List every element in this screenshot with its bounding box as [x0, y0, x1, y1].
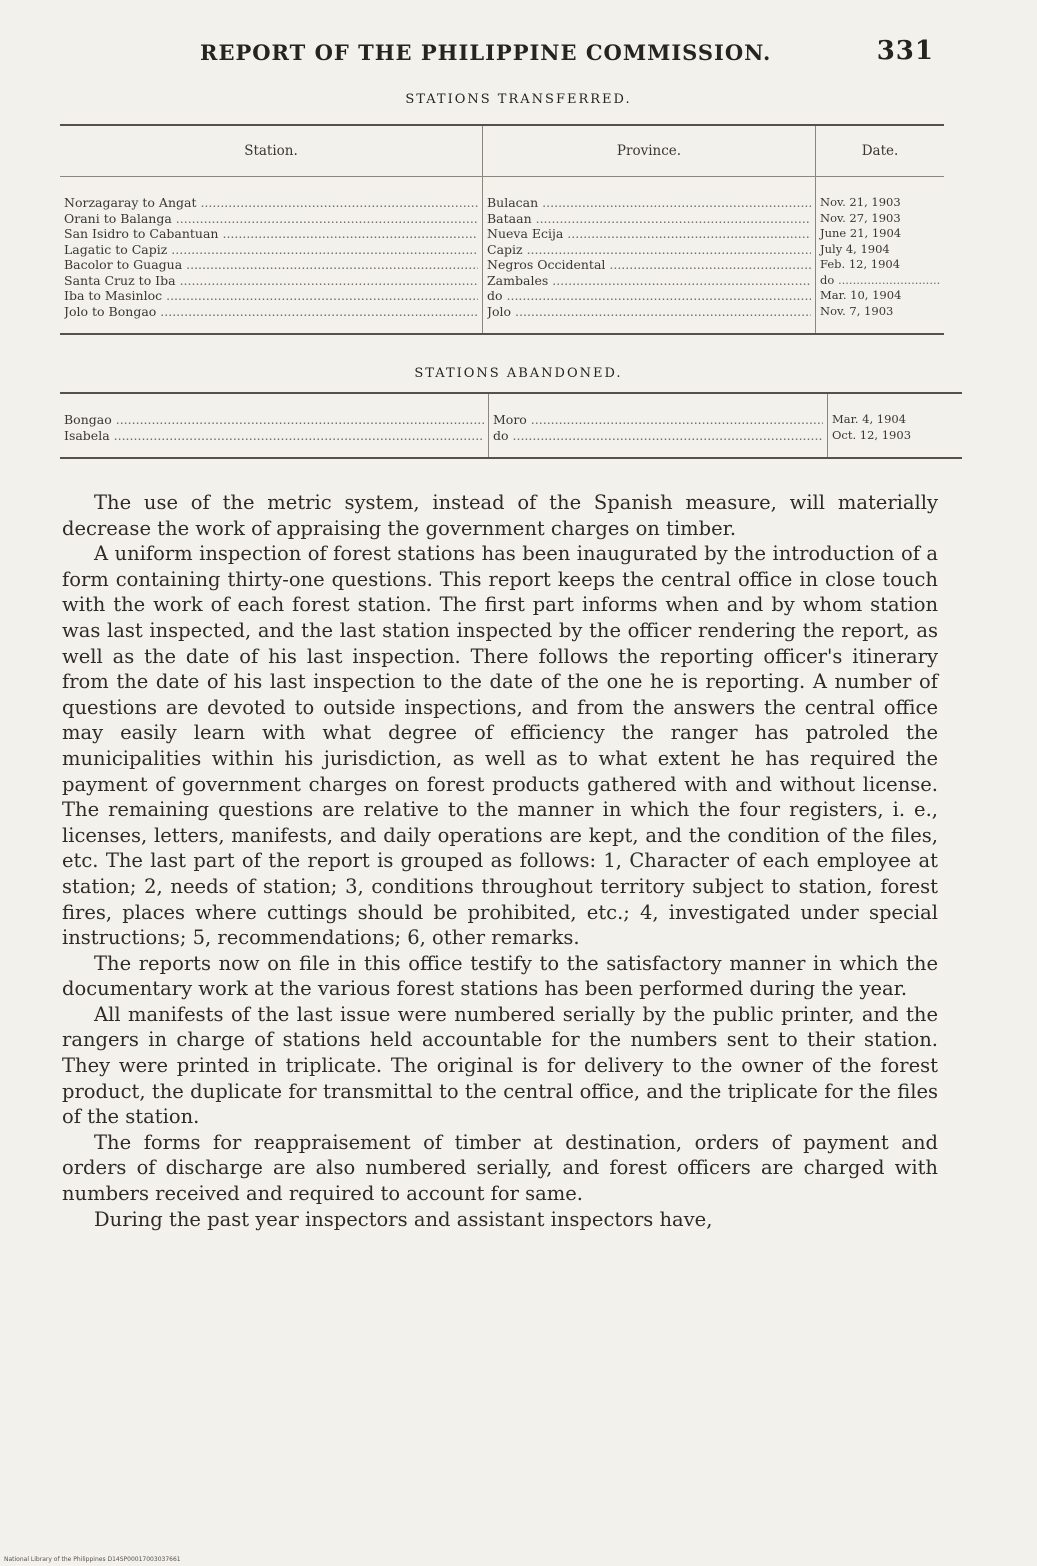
- date-cell: Mar. 4, 1904: [828, 393, 963, 428]
- station-cell: Bongao .....: [64, 412, 484, 428]
- table-row: [60, 273, 944, 289]
- station-cell: Norzagaray to Angat .....: [64, 195, 478, 211]
- page-number: 331: [876, 36, 934, 66]
- station-cell: Bacolor to Guagua .....: [64, 257, 478, 273]
- table-header-row: [60, 125, 944, 177]
- table-row: [60, 226, 944, 242]
- date-cell: Feb. 12, 1904: [816, 257, 945, 273]
- table-row: [60, 211, 944, 227]
- transferred-caption: STATIONS TRANSFERRED.: [405, 92, 632, 107]
- abandoned-caption: STATIONS ABANDONED.: [414, 366, 623, 381]
- date-column-header: Date.: [816, 125, 945, 177]
- station-cell: Isabela .....: [64, 428, 484, 444]
- table-row: [60, 393, 962, 428]
- station-cell: San Isidro to Cabantuan .....: [64, 226, 478, 242]
- date-cell: Nov. 21, 1903: [816, 177, 945, 211]
- table-row: [60, 288, 944, 304]
- body-text: [62, 490, 938, 1232]
- stations-abandoned-table: [60, 392, 962, 459]
- report-title: REPORT OF THE PHILIPPINE COMMISSION.: [200, 40, 772, 65]
- province-cell: do .....: [493, 428, 823, 444]
- paragraph: A uniform inspection of forest stations has been inaugurated by the introduction of a form containing thirty-one questions. This report keeps the central office in close touch with the work of each forest station. The first part informs when and by whom station was last inspected, and the last station inspected by the officer rendering the report, as well as the date of his last inspection. There follows the reporting officer's itinerary from the date of his last inspection to the date of the one he is reporting. A number of questions are devoted to outside inspections, and from the answers the central office may easily learn with what degree of efficiency the ranger has patroled the municipalities within his jurisdiction, as well as to what extent he has required the payment of government charges on forest products gathered with and without license. The remaining questions are relative to the manner in which the four registers, i. e., licenses, letters, manifests, and daily operations are kept, and the condition of the files, etc. The last part of the report is grouped as follows: 1, Character of each employee at station; 2, needs of station; 3, conditions throughout territory subject to station, forest fires, places where cuttings should be prohibited, etc.; 4, investigated under special instructions; 5, recommendations; 6, other remarks.: [62, 542, 938, 950]
- station-cell: Santa Cruz to Iba .....: [64, 273, 478, 289]
- province-cell: Zambales .....: [487, 273, 811, 289]
- table-row: [60, 304, 944, 335]
- province-cell: Bataan .....: [487, 211, 811, 227]
- table-row: [60, 242, 944, 258]
- paragraph: During the past year inspectors and assistant inspectors have,: [94, 1207, 713, 1231]
- paragraph: The forms for reappraisement of timber at destination, orders of payment and orders of discharge are also numbered serially, and forest officers are charged with numbers received and required to account for same.: [62, 1130, 938, 1206]
- archive-footer: National Library of the Philippines D14SP00017003037661: [4, 1556, 181, 1563]
- table-row: [60, 257, 944, 273]
- running-head: [200, 36, 940, 72]
- station-column-header: Station.: [60, 125, 483, 177]
- station-cell: Orani to Balanga .....: [64, 211, 478, 227]
- province-cell: Negros Occidental .....: [487, 257, 811, 273]
- paragraph: The reports now on file in this office testify to the satisfactory manner in which the documentary work at the various forest stations has been performed during the year.: [62, 951, 938, 1001]
- province-cell: do .....: [487, 288, 811, 304]
- table-row: [60, 428, 962, 459]
- station-cell: Iba to Masinloc .....: [64, 288, 478, 304]
- province-cell: Nueva Ecija .....: [487, 226, 811, 242]
- province-cell: Bulacan .....: [487, 195, 811, 211]
- table-row: [60, 177, 944, 211]
- province-cell: Capiz .....: [487, 242, 811, 258]
- date-cell: July 4, 1904: [816, 242, 945, 258]
- date-cell: Mar. 10, 1904: [816, 288, 945, 304]
- province-cell: Jolo .....: [487, 304, 811, 320]
- date-cell: Nov. 27, 1903: [816, 211, 945, 227]
- province-column-header: Province.: [483, 125, 816, 177]
- date-cell: Oct. 12, 1903: [828, 428, 963, 459]
- paragraph: All manifests of the last issue were numbered serially by the public printer, and the rangers in charge of stations held accountable for the numbers sent to their station. They were printed in triplicate. The original is for delivery to the owner of the forest product, the duplicate for transmittal to the central office, and the triplicate for the files of the station.: [62, 1002, 938, 1129]
- station-cell: Jolo to Bongao .....: [64, 304, 478, 320]
- date-cell: June 21, 1904: [816, 226, 945, 242]
- date-cell: Nov. 7, 1903: [816, 304, 945, 335]
- stations-transferred-table: [60, 124, 944, 335]
- province-cell: Moro .....: [493, 412, 823, 428]
- paragraph: The use of the metric system, instead of the Spanish measure, will materially decrease the work of appraising the government charges on timber.: [62, 491, 938, 540]
- date-cell: do .....: [820, 273, 940, 289]
- station-cell: Lagatic to Capiz .....: [64, 242, 478, 258]
